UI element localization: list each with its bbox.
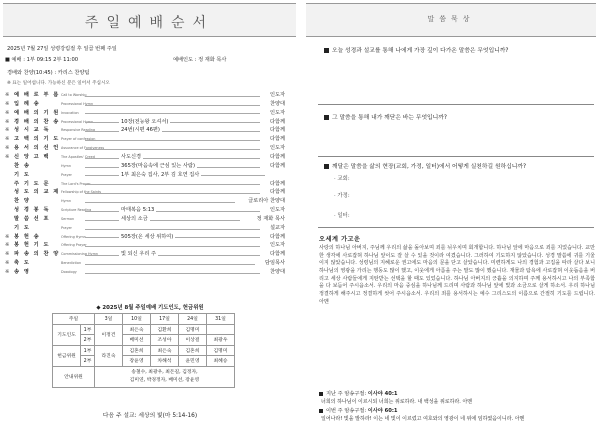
schedule-table [52, 313, 235, 388]
square-bullet-icon [324, 164, 329, 169]
order-item-leader: 다함께 [269, 180, 285, 187]
question-1 [324, 45, 508, 54]
order-item [5, 189, 295, 197]
last-week-verse-header [319, 390, 398, 397]
standing-mark: ※ [5, 136, 10, 143]
verse-label: 지난 주 암송구절: [326, 391, 367, 397]
table-row [53, 335, 235, 346]
title-banner [306, 3, 596, 37]
order-item-english: Offering Hymn [61, 234, 86, 239]
order-item [5, 145, 295, 153]
order-item-leader: 다함께 [269, 153, 285, 160]
order-item-name: 성 도 의 교 제 [14, 189, 60, 196]
order-item-english: Prayer [61, 172, 72, 177]
table-cell: 2부 [81, 356, 95, 367]
order-item-leader: 다함께 [269, 136, 285, 143]
leader-line [85, 246, 260, 247]
order-item [5, 119, 295, 127]
order-item-leader: 다함께 [269, 233, 285, 240]
order-item [5, 92, 295, 100]
usher-line: 송철수, 최광우, 최돈길, 김정자, [131, 369, 198, 375]
table-cell: 김명미 [207, 345, 235, 356]
next-sermon: 다음 주 설교: 세상의 빛(마 5:14-16) [102, 413, 198, 419]
leader-line [85, 158, 260, 159]
this-week-verse: 일어나라! 빛을 발하라! 이는 네 빛이 이르렀고 여호와의 영광이 네 위에 임하였음이니라. 아멘 [321, 416, 525, 422]
order-item-detail: 1부 최은숙 집사, 2부 김 호연 집사 [121, 171, 200, 178]
table-cell: 조성아 [151, 335, 179, 346]
verse-label: 이번 주 암송구절: [326, 408, 367, 414]
date-line: 2025년 7월 27일 성령강림절 후 일곱 번째 주일 [7, 46, 117, 52]
order-item-leader: 설교자 [269, 224, 285, 231]
last-week-verse: 너희의 하나님이 이르시되 너희는 위로하라. 내 백성을 위로하라. 아멘 [321, 399, 473, 405]
table-cell: 김혼희 [179, 345, 207, 356]
standing-mark: ※ [5, 92, 10, 98]
table-header-cell: 주일 [53, 314, 95, 325]
order-item-detail: 세상의 소금 [121, 215, 148, 222]
order-item-name: 신 앙 고 백 [14, 153, 50, 160]
answer-work: · 일터: [334, 213, 350, 219]
order-item-english: Processional Hymn [61, 101, 94, 106]
order-item-name: 고 백 의 기 도 [14, 136, 60, 143]
order-item [5, 110, 295, 118]
order-item-name: 송 영 [14, 269, 31, 275]
square-bullet-icon [324, 115, 329, 120]
worship-times: ■ 예배 : 1부 09:15 2부 11:00 [5, 57, 79, 63]
order-item-leader: 인도자 [269, 207, 285, 214]
order-item-detail: 10장(전능왕 오셔서) [121, 118, 169, 125]
standing-mark: ※ [5, 109, 10, 116]
square-bullet-icon [324, 48, 329, 53]
order-item-english: Prayer [61, 225, 72, 230]
order-item-english: The Lord's Prayer [61, 181, 91, 186]
order-item-leader: 다함께 [269, 251, 285, 258]
standing-mark: ※ [5, 251, 10, 258]
order-item [5, 127, 295, 135]
order-item-leader: 다함께 [269, 127, 285, 134]
table-cell: 이상걸 [179, 335, 207, 346]
order-item-english: Hymn [61, 199, 72, 204]
leader-line [85, 96, 260, 97]
leader-line [85, 193, 260, 194]
table-row [53, 366, 235, 387]
standing-mark: ※ [5, 118, 10, 125]
table-cell: 최광우 [207, 335, 235, 346]
leader-line [85, 122, 260, 123]
order-item [5, 181, 295, 189]
table-cell: 안내위원 [53, 366, 95, 387]
order-item-detail: 24번(시편 46편) [121, 127, 160, 134]
order-item-english: Doxology [61, 270, 77, 274]
table-cell: 배미선 [123, 335, 151, 346]
order-item [5, 234, 295, 242]
table-cell: 김혼희 [123, 345, 151, 356]
order-item-leader: 찬양대 [269, 269, 285, 275]
table-cell: 이정건 [95, 324, 123, 345]
order-item [5, 251, 295, 259]
order-item-english: Offering Prayer [61, 243, 87, 248]
leader-line [85, 131, 260, 132]
order-item-name: 예 배 의 기 원 [14, 109, 60, 116]
standing-mark: ※ [5, 242, 10, 249]
order-item-english: Commissioning Hymn [61, 252, 99, 257]
order-item-leader: 다함께 [269, 162, 285, 169]
leader-line [85, 149, 260, 150]
table-cell: 헌금위원 [53, 345, 81, 366]
leader-line [85, 105, 260, 106]
order-item-detail: 505장(온 세상 위하여) [121, 233, 174, 240]
table-cell: 1부 [81, 324, 95, 335]
order-item-leader: 찬양대 [269, 100, 285, 107]
order-item-leader: 정 재화 목사 [256, 215, 285, 222]
usher-line: 김미연, 박경정자, 배미선, 장윤영 [129, 377, 200, 383]
standing-mark: ※ [5, 100, 10, 107]
question-text: 그 말씀을 통해 내가 깨닫은 바는 무엇입니까? [332, 115, 447, 121]
order-item-name: 예 배 로 부 름 [14, 92, 60, 98]
order-item-leader: 담임목사 [264, 260, 285, 267]
order-item-name: 기 도 [14, 224, 31, 231]
order-item-english: Fellowship of the Saints [61, 190, 102, 195]
divider [318, 104, 594, 105]
standing-mark: ※ [5, 233, 10, 240]
order-item-name: 찬 양 [14, 198, 31, 205]
order-item-english: Prayer of confession [61, 137, 96, 142]
square-bullet-icon [319, 409, 323, 413]
table-cell: 기도인도 [53, 324, 81, 345]
order-item-english: Scripture Reading [61, 208, 92, 213]
order-item-name: 파 송 의 찬 양 [14, 251, 60, 258]
question-text: 오늘 성경과 설교를 통해 나에게 가장 깊이 다가온 말씀은 무엇입니까? [332, 48, 509, 54]
table-cell: 김명미 [179, 324, 207, 335]
table-header-cell: 10일 [123, 314, 151, 325]
answer-church: · 교회: [334, 176, 350, 182]
order-item-english: The Apostles' Creed [61, 154, 95, 159]
table-row [53, 314, 235, 325]
meditation-title: 말씀묵상 [427, 15, 475, 23]
order-item-english: Processional Hymn [61, 119, 94, 124]
order-item-detail: 마태복음 5:13 [121, 207, 155, 214]
order-item-english: Sermon [61, 216, 75, 221]
order-item-detail: 빛 되신 우리 주 [121, 251, 157, 258]
standing-mark: ※ [5, 269, 10, 275]
order-item-name: 경 배 의 찬 송 [14, 118, 60, 125]
question-2 [324, 112, 447, 121]
order-item-leader: 글로리아 찬양대 [248, 198, 285, 205]
order-item-english: Call to Worship [61, 93, 87, 97]
order-item [5, 172, 295, 180]
order-item-name: 말 씀 선 포 [14, 215, 50, 222]
order-item [5, 242, 295, 250]
verse-reference: 이사야 40:1 [367, 391, 398, 397]
table-cell: 최혜승 [207, 356, 235, 367]
order-item [5, 154, 295, 162]
question-3 [324, 161, 526, 170]
table-cell [95, 366, 235, 387]
leader-line [85, 202, 235, 203]
meditation-heading: 오세계 가고운 [319, 236, 361, 243]
title-banner [3, 3, 296, 37]
order-item-english: Responsive Reading [61, 128, 96, 133]
question-text: 깨달은 말씀을 삶의 현장(교회, 가정, 일터)에서 어떻게 실천하길 원하십니까? [332, 164, 527, 170]
order-item [5, 163, 295, 171]
table-header-cell: 31일 [207, 314, 235, 325]
divider [318, 227, 594, 228]
order-item-english: Hymn [61, 163, 72, 168]
order-item [5, 260, 295, 268]
order-item-name: 봉 헌 기 도 [14, 242, 50, 249]
leader-line [85, 273, 260, 274]
divider [318, 156, 594, 157]
order-item [5, 136, 295, 144]
order-item-name: 봉 헌 송 [14, 233, 41, 240]
order-item-leader: 인도자 [269, 242, 285, 249]
answer-home: · 가정: [334, 193, 350, 199]
leader-line [85, 255, 260, 256]
standing-mark: ※ [5, 127, 10, 134]
standing-mark: ※ [5, 153, 10, 160]
order-item-detail: 365장(마음속에 근심 있는 사람) [121, 162, 196, 169]
standing-mark: ※ [5, 260, 10, 267]
table-cell: 김환희 [151, 324, 179, 335]
order-item-english: Assurance of Forgiveness [61, 146, 105, 151]
leader-line [85, 220, 240, 221]
worship-leader: 예배인도 : 정 재화 목사 [173, 57, 227, 63]
order-item [5, 101, 295, 109]
table-row [53, 345, 235, 356]
order-item-name: 축 도 [14, 260, 31, 267]
order-item-leader: 인도자 [269, 109, 285, 116]
order-item [5, 269, 295, 277]
leader-line [85, 113, 260, 114]
leader-line [85, 184, 260, 185]
order-item-name: 성 시 교 독 [14, 127, 50, 134]
order-item-english: Invocation [61, 110, 79, 115]
table-cell: 최은숙 [123, 324, 151, 335]
leader-line [85, 264, 255, 265]
table-cell: 윤민영 [179, 356, 207, 367]
table-cell: 라진숙 [95, 345, 123, 366]
table-cell: 최은숙 [151, 345, 179, 356]
table-header-cell: 17일 [151, 314, 179, 325]
praise-line: 경배와 찬양(10:45) : 카리스 찬양팀 [7, 70, 90, 76]
schedule-title: ◆ 2025년 8월 주일예배 기도인도, 헌금위원 [96, 305, 204, 311]
table-cell: 차해석 [151, 356, 179, 367]
leader-line [85, 211, 260, 212]
table-cell: 2부 [81, 335, 95, 346]
order-item-leader: 다함께 [269, 118, 285, 125]
leader-line [85, 140, 260, 141]
order-item-name: 입 례 송 [14, 100, 41, 107]
table-header-cell: 3일 [95, 314, 123, 325]
table-row [53, 356, 235, 367]
order-item [5, 198, 295, 206]
order-item-name: 기 도 [14, 171, 31, 178]
order-item-english: Benediction [61, 261, 82, 266]
table-cell: 장윤영 [123, 356, 151, 367]
order-item-name: 성 경 봉 독 [14, 207, 50, 214]
order-item [5, 216, 295, 224]
order-item-name: 주 기 도 문 [14, 180, 50, 187]
square-bullet-icon [319, 392, 323, 396]
confession-prayer: 사랑의 하나님 아버지, 주님께 우리의 삶을 돌아보며 죄를 뉘우치며 회개합니다. 하나님 앞에 마음으로 죄를 지었습니다. 교만한 생각에 사로잡혀 하나님 앞이도 잘 살 수 있을 것이라 여겼습니다. 그러하여 기도하지 않았습니다. 성경 말씀에 귀를 기울이지 않았습니다. 성령님의 지혜로운 권고에도 마음의 문을 닫고 살았습니다. 미련하게도 나의 경험과 고집을 따라 살다 보니 하나님의 영광을 가리는 행동도 많이 했고, 이웃에게 아픔을 주는 말도 많이 했습니다. 재물과 탐욕에 사로잡혀 이웃돕음을 버리고 세상 사람들에게 지탄받는 선택을 할 때도 있었습니다. 하나님 아버지의 긍휼을 의지하며 주께 용서하시고 나의 부족함을 다 보듬어 주시옵소서. 우리의 마음 중심을 하나님께 드리며 사람과 하나님 앞에 빛과 소금으로 살게 하소서. 우리 하나님 정결하게 해주시고 정결하게 씻어 주시옵소서. 우리의 죄를 용서하시는 예수 그리스도의 이름으로 간절히 기도를 드립니다. 아멘 [319, 245, 595, 305]
table-cell: 1부 [81, 345, 95, 356]
order-item-name: 용 서 의 선 언 [14, 145, 60, 152]
order-item-detail: 사도신경 [121, 153, 142, 160]
this-week-verse-header [319, 407, 398, 414]
order-item [5, 207, 295, 215]
table-cell [207, 324, 235, 335]
order-item-name: 찬 송 [14, 162, 31, 169]
page-title: 주일예배순서 [84, 15, 215, 31]
order-item-leader: 다함께 [269, 189, 285, 196]
leader-line [85, 229, 260, 230]
order-item-leader: 인도자 [269, 92, 285, 98]
order-item [5, 225, 295, 233]
verse-reference: 이사야 60:1 [367, 408, 398, 414]
table-header-cell: 24일 [179, 314, 207, 325]
table-row [53, 324, 235, 335]
meditation-panel [304, 0, 600, 425]
order-item-leader: 인도자 [269, 145, 285, 152]
standing-note: ※ 표는 일어섭니다. 가능하신 분은 일어서 주십시오 [7, 81, 110, 86]
standing-mark: ※ [5, 145, 10, 152]
